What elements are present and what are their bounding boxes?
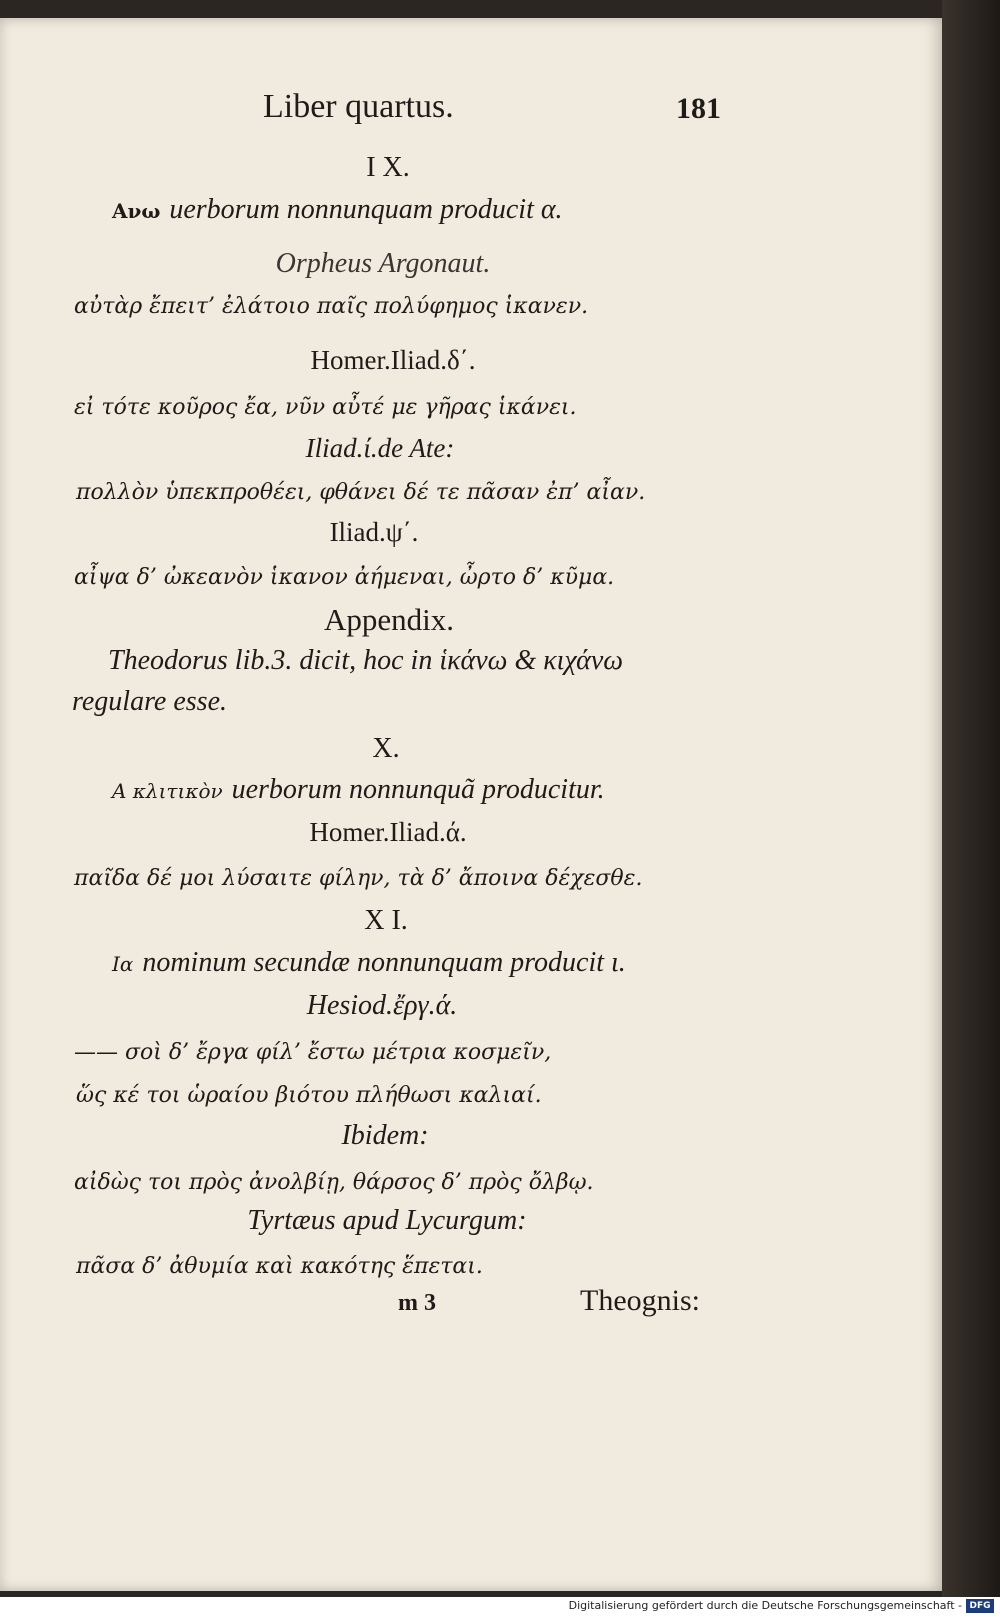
source-hesiod: Hesiod.ἔργ.ά. xyxy=(306,990,458,1021)
section-x-numeral: X. xyxy=(372,733,400,764)
source-ibidem: Ibidem: xyxy=(341,1120,429,1151)
signature-mark: m 3 xyxy=(398,1290,436,1316)
greek-quote: εἰ τότε κοῦρος ἔα, νῦν αὖτέ με γῆρας ἱκάνει. xyxy=(74,395,577,420)
greek-quote: αὐτὰρ ἔπειτ’ ἐλάτοιο παῖς πολύφημος ἱκανεν. xyxy=(74,294,589,319)
running-title: Liber quartus. xyxy=(263,88,454,125)
rule-text: uerborum nonnunquam producit α. xyxy=(169,194,563,225)
greek-quote: —— σοὶ δ’ ἔργα φίλ’ ἔστω μέτρια κοσμεῖν, xyxy=(74,1040,552,1065)
greek-quote: ὥς κέ τοι ὡραίου βιότου πλήθωσι καλιαί. xyxy=(76,1083,542,1108)
section-ix-numeral: I X. xyxy=(366,152,410,183)
dfg-logo: DFG xyxy=(966,1599,994,1613)
rule-lead-greek: Ανω xyxy=(112,199,161,223)
source-tyrtaeus: Tyrtæus apud Lycurgum: xyxy=(247,1205,527,1236)
rule-lead-greek: Α κλιτικὸν xyxy=(112,779,223,803)
rule-text: uerborum nonnunquã producitur. xyxy=(231,774,605,805)
section-ix-rule xyxy=(112,192,563,226)
section-xi-numeral: X I. xyxy=(364,905,408,936)
greek-quote: αἰδὼς τοι πρὸς ἀνολβίῃ, θάρσος δ’ πρὸς ὄλβῳ. xyxy=(74,1170,594,1195)
section-x-rule xyxy=(112,772,605,806)
source-homer-iliad: Homer.Iliad.δ΄. xyxy=(310,345,476,375)
greek-quote: πολλὸν ὑπεκπροθέει, φθάνει δέ τε πᾶσαν ἐπ’ αἶαν. xyxy=(76,480,646,505)
appendix-line: Theodorus lib.3. dicit, hoc in ἱκάνω & κιχάνω xyxy=(108,645,624,676)
appendix-line: regulare esse. xyxy=(72,686,227,717)
scan-credit-bar xyxy=(0,1597,1000,1617)
greek-quote: παῖδα δέ μοι λύσαιτε φίλην, τὰ δ’ ἄποινα δέχεσθε. xyxy=(74,866,643,891)
rule-lead-greek: Ια xyxy=(112,952,134,976)
book-spine xyxy=(942,0,1000,1597)
rule-text: nominum secundæ nonnunquam producit ι. xyxy=(142,947,626,978)
greek-quote: αἶψα δ’ ὠκεανὸν ἱκανον ἀήμεναι, ὦρτο δ’ κῦμα. xyxy=(74,565,615,590)
source-orpheus: Orpheus Argonaut. xyxy=(275,248,491,279)
catchword: Theognis: xyxy=(580,1284,700,1317)
greek-quote: πᾶσα δ’ ἀθυμία καὶ κακότης ἕπεται. xyxy=(76,1254,483,1279)
section-xi-rule xyxy=(112,945,626,979)
source-homer-iliad: Homer.Iliad.ά. xyxy=(309,817,467,847)
scan-credit-text: Digitalisierung gefördert durch die Deutsche Forschungsgemeinschaft - xyxy=(568,1599,962,1612)
page-number: 181 xyxy=(676,92,721,125)
source-iliad: Iliad.ί.de Ate: xyxy=(305,433,455,463)
appendix-heading: Appendix. xyxy=(323,602,455,637)
source-iliad: Iliad.ψ΄. xyxy=(329,517,419,547)
